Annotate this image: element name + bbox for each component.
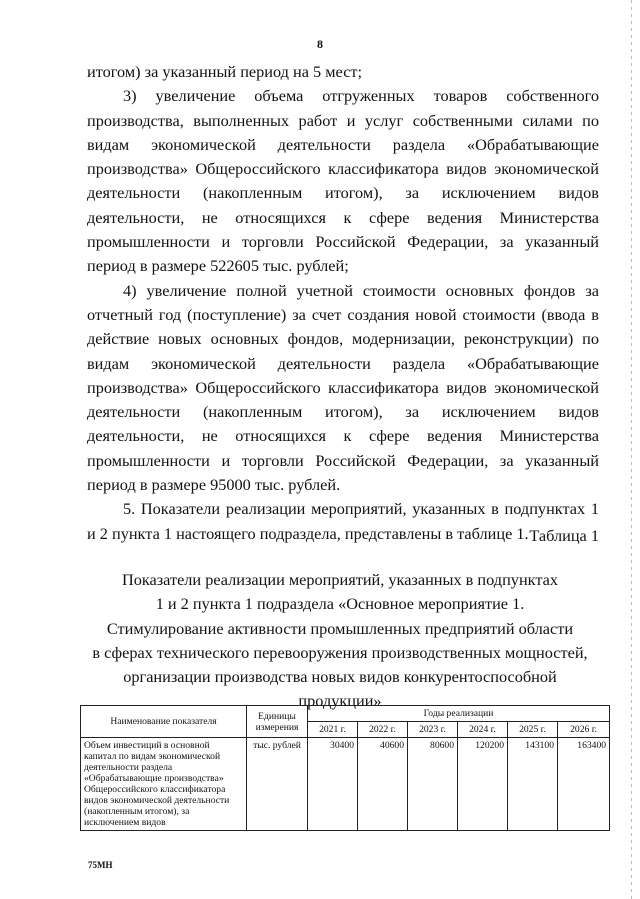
footer-code: 75МН bbox=[88, 860, 113, 870]
header-year: 2024 г. bbox=[458, 722, 508, 738]
value-cell: 40600 bbox=[358, 738, 408, 831]
table-header-row bbox=[81, 706, 610, 722]
value-cell: 143100 bbox=[508, 738, 558, 831]
caption-line: в сферах технического перевооружения производственных мощностей, bbox=[92, 642, 588, 662]
paragraph: 5. Показатели реализации мероприятий, указанных в подпунктах 1 и 2 пункта 1 настоящего подраздела, представлены в таблице 1. bbox=[87, 499, 599, 543]
value-cell: 30400 bbox=[308, 738, 358, 831]
value-cell: 80600 bbox=[408, 738, 458, 831]
header-indicator: Наименование показателя bbox=[81, 706, 247, 738]
paragraph: итогом) за указанный период на 5 мест; bbox=[87, 62, 363, 81]
header-year: 2021 г. bbox=[308, 722, 358, 738]
paragraph: 3) увеличение объема отгруженных товаров собственного производства, выполненных работ и услуг собственными силами по видам экономической деятельности раздела «Обрабатывающие производства» Общероссийского классификатора видов экономической деятельности (накопленным итогом), за исключением видов деятельности, не относящихся к сфере ведения Министерства промышленности и торговли Российской Федерации, за указанный период в размере 522605 тыс. рублей; bbox=[87, 86, 599, 276]
body-text bbox=[87, 60, 599, 546]
unit-cell: тыс. рублей bbox=[247, 738, 308, 831]
caption-line: Стимулирование активности промышленных предприятий области bbox=[106, 618, 574, 638]
header-years-group: Годы реализации bbox=[308, 706, 610, 722]
header-unit: Единицы измерения bbox=[247, 706, 308, 738]
table-caption bbox=[80, 568, 600, 714]
indicators-table bbox=[80, 705, 610, 831]
caption-line: 1 и 2 пункта 1 подраздела «Основное мероприятие 1. bbox=[155, 594, 525, 614]
table-row bbox=[81, 738, 610, 831]
header-year: 2022 г. bbox=[358, 722, 408, 738]
page-number: 8 bbox=[317, 37, 323, 51]
value-cell: 163400 bbox=[558, 738, 610, 831]
header-year: 2023 г. bbox=[408, 722, 458, 738]
value-cell: 120200 bbox=[458, 738, 508, 831]
caption-line: организации производства новых видов конкурентоспособной bbox=[123, 667, 557, 687]
paragraph: 4) увеличение полной учетной стоимости основных фондов за отчетный год (поступление) за счет создания новой стоимости (ввода в действие новых основных фондов, модернизации, реконструкции) по видам экономической деятельности раздела «Обрабатывающие производства» Общероссийского классификатора видов экономической деятельности (накопленным итогом), за исключением видов деятельности, не относящихся к сфере ведения Министерства промышленности и торговли Российской Федерации, за указанный период в размере 95000 тыс. рублей. bbox=[87, 280, 599, 495]
scan-edge-mark bbox=[631, 0, 632, 899]
header-year: 2025 г. bbox=[508, 722, 558, 738]
indicator-cell: Объем инвестиций в основной капитал по видам экономической деятельности раздела «Обрабатывающие производства» Общероссийского классификатора видов экономической деятельности (накопленным итогом), за исключением видов bbox=[81, 738, 247, 831]
caption-line: Показатели реализации мероприятий, указанных в подпунктах bbox=[121, 570, 559, 589]
caption-line: продукции» bbox=[298, 691, 382, 711]
table-label: Таблица 1 bbox=[529, 526, 599, 545]
header-year: 2026 г. bbox=[558, 722, 610, 738]
